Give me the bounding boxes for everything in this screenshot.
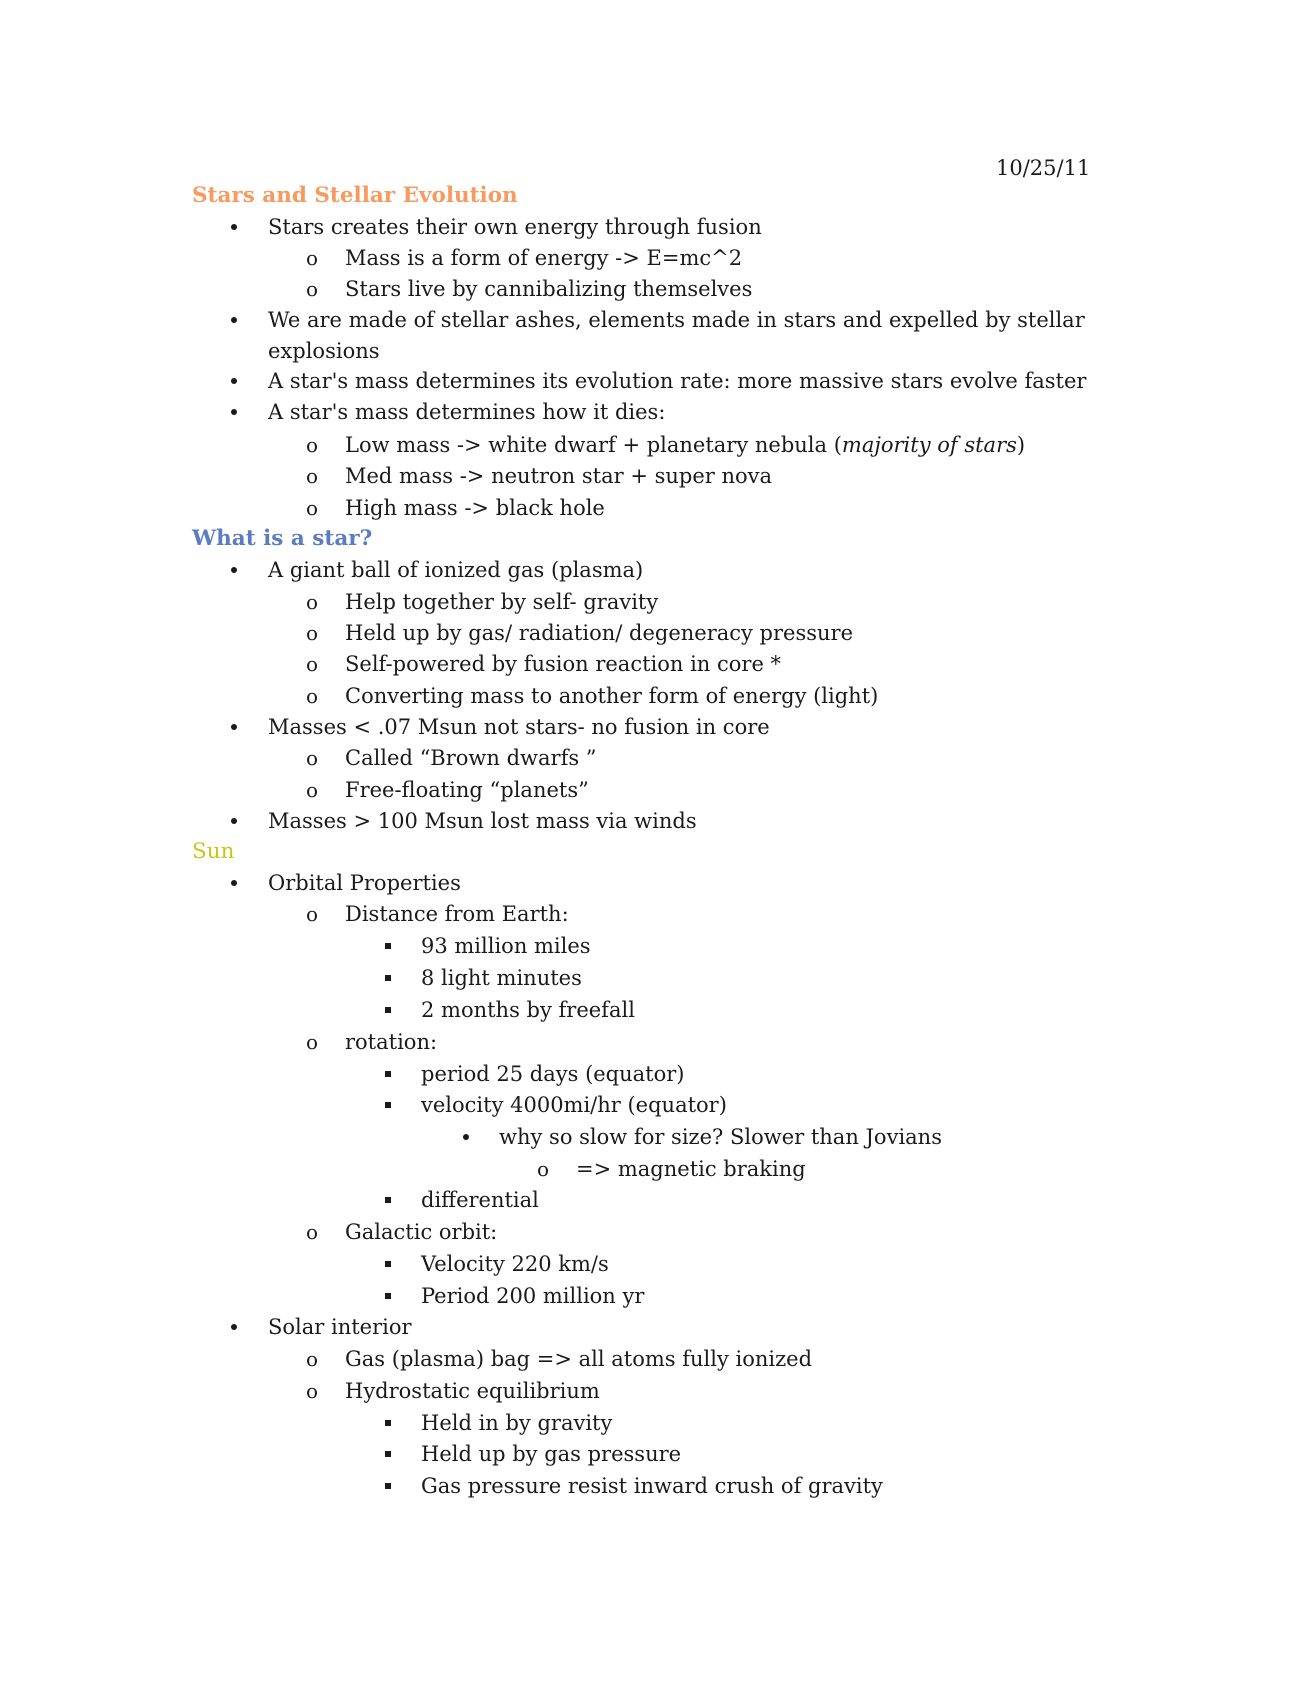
list-item: Held up by gas pressure xyxy=(421,1442,682,1466)
list-item: Self-powered by fusion reaction in core * xyxy=(345,652,782,676)
square-bullet-icon xyxy=(378,1186,398,1214)
list-item: period 25 days (equator) xyxy=(421,1062,685,1086)
bullet-icon xyxy=(224,367,244,395)
square-bullet-icon xyxy=(378,1440,398,1468)
circle-bullet-icon: o xyxy=(305,652,319,676)
list-item: Converting mass to another form of energy (light) xyxy=(345,684,879,708)
list-item: 93 million miles xyxy=(421,934,591,958)
list-item: why so slow for size? Slower than Jovians xyxy=(499,1125,942,1149)
bullet-icon xyxy=(224,869,244,897)
date-label: 10/25/11 xyxy=(996,156,1091,180)
square-bullet-icon xyxy=(378,1091,398,1119)
bullet-icon xyxy=(224,713,244,741)
circle-bullet-icon: o xyxy=(305,621,319,645)
bullet-icon xyxy=(224,213,244,241)
circle-bullet-icon: o xyxy=(305,246,319,270)
square-bullet-icon xyxy=(378,1472,398,1500)
circle-bullet-icon: o xyxy=(305,1030,319,1054)
circle-bullet-icon: o xyxy=(305,464,319,488)
italic-note: majority of stars xyxy=(841,433,1017,457)
list-item: Mass is a form of energy -> E=mc^2 xyxy=(345,246,743,270)
list-item: Free-floating “planets” xyxy=(345,778,589,802)
list-item: A star's mass determines its evolution rate: more massive stars evolve faster xyxy=(268,369,1087,393)
circle-bullet-icon: o xyxy=(305,684,319,708)
heading-what-is-a-star: What is a star? xyxy=(192,526,373,551)
list-item: Stars creates their own energy through fusion xyxy=(268,215,762,239)
list-item: Velocity 220 km/s xyxy=(421,1252,609,1276)
list-item: Solar interior xyxy=(268,1315,412,1339)
list-item: Period 200 million yr xyxy=(421,1284,645,1308)
bullet-icon xyxy=(224,807,244,835)
list-item xyxy=(345,431,1025,459)
list-item: Held up by gas/ radiation/ degeneracy pressure xyxy=(345,621,854,645)
square-bullet-icon xyxy=(378,996,398,1024)
square-bullet-icon xyxy=(378,1409,398,1437)
list-item: Gas (plasma) bag => all atoms fully ionized xyxy=(345,1347,813,1371)
list-item: 8 light minutes xyxy=(421,966,582,990)
bullet-icon xyxy=(224,1313,244,1341)
list-item: Med mass -> neutron star + super nova xyxy=(345,464,773,488)
square-bullet-icon xyxy=(378,1250,398,1278)
list-item: Galactic orbit: xyxy=(345,1220,498,1244)
list-item: 2 months by freefall xyxy=(421,998,635,1022)
bullet-icon xyxy=(224,398,244,426)
list-item-text-end: ) xyxy=(1016,433,1026,457)
list-item: A giant ball of ionized gas (plasma) xyxy=(268,558,644,582)
circle-bullet-icon: o xyxy=(305,1379,319,1403)
square-bullet-icon xyxy=(378,964,398,992)
list-item: velocity 4000mi/hr (equator) xyxy=(421,1093,727,1117)
bullet-icon xyxy=(456,1123,476,1151)
list-item: Gas pressure resist inward crush of gravity xyxy=(421,1474,883,1498)
circle-bullet-icon: o xyxy=(305,590,319,614)
list-item: Masses > 100 Msun lost mass via winds xyxy=(268,809,697,833)
list-item: Distance from Earth: xyxy=(345,902,569,926)
bullet-icon xyxy=(224,556,244,584)
circle-bullet-icon: o xyxy=(305,496,319,520)
circle-bullet-icon: o xyxy=(305,1347,319,1371)
circle-bullet-icon: o xyxy=(305,746,319,770)
list-item: Masses < .07 Msun not stars- no fusion in core xyxy=(268,715,770,739)
circle-bullet-icon: o xyxy=(305,778,319,802)
square-bullet-icon xyxy=(378,1060,398,1088)
circle-bullet-icon: o xyxy=(305,902,319,926)
circle-bullet-icon: o xyxy=(305,433,319,457)
list-item: We are made of stellar ashes, elements made in stars and expelled by stellar xyxy=(268,308,1085,332)
list-item: differential xyxy=(421,1188,539,1212)
list-item: rotation: xyxy=(345,1030,438,1054)
list-item: Orbital Properties xyxy=(268,871,461,895)
circle-bullet-icon: o xyxy=(536,1157,550,1181)
heading-sun: Sun xyxy=(192,839,235,864)
list-item: A star's mass determines how it dies: xyxy=(268,400,666,424)
list-item: => magnetic braking xyxy=(576,1157,806,1181)
list-item: Hydrostatic equilibrium xyxy=(345,1379,600,1403)
list-item: Stars live by cannibalizing themselves xyxy=(345,277,753,301)
list-item-text: Low mass -> white dwarf + planetary nebula ( xyxy=(345,433,842,457)
list-item: High mass -> black hole xyxy=(345,496,605,520)
circle-bullet-icon: o xyxy=(305,277,319,301)
list-item: Help together by self- gravity xyxy=(345,590,659,614)
heading-stars-and-stellar-evolution: Stars and Stellar Evolution xyxy=(192,183,518,208)
circle-bullet-icon: o xyxy=(305,1220,319,1244)
square-bullet-icon xyxy=(378,932,398,960)
list-item: Held in by gravity xyxy=(421,1411,613,1435)
square-bullet-icon xyxy=(378,1282,398,1310)
list-item: Called “Brown dwarfs ” xyxy=(345,746,597,770)
bullet-icon xyxy=(224,306,244,334)
list-item-continuation: explosions xyxy=(268,339,380,363)
